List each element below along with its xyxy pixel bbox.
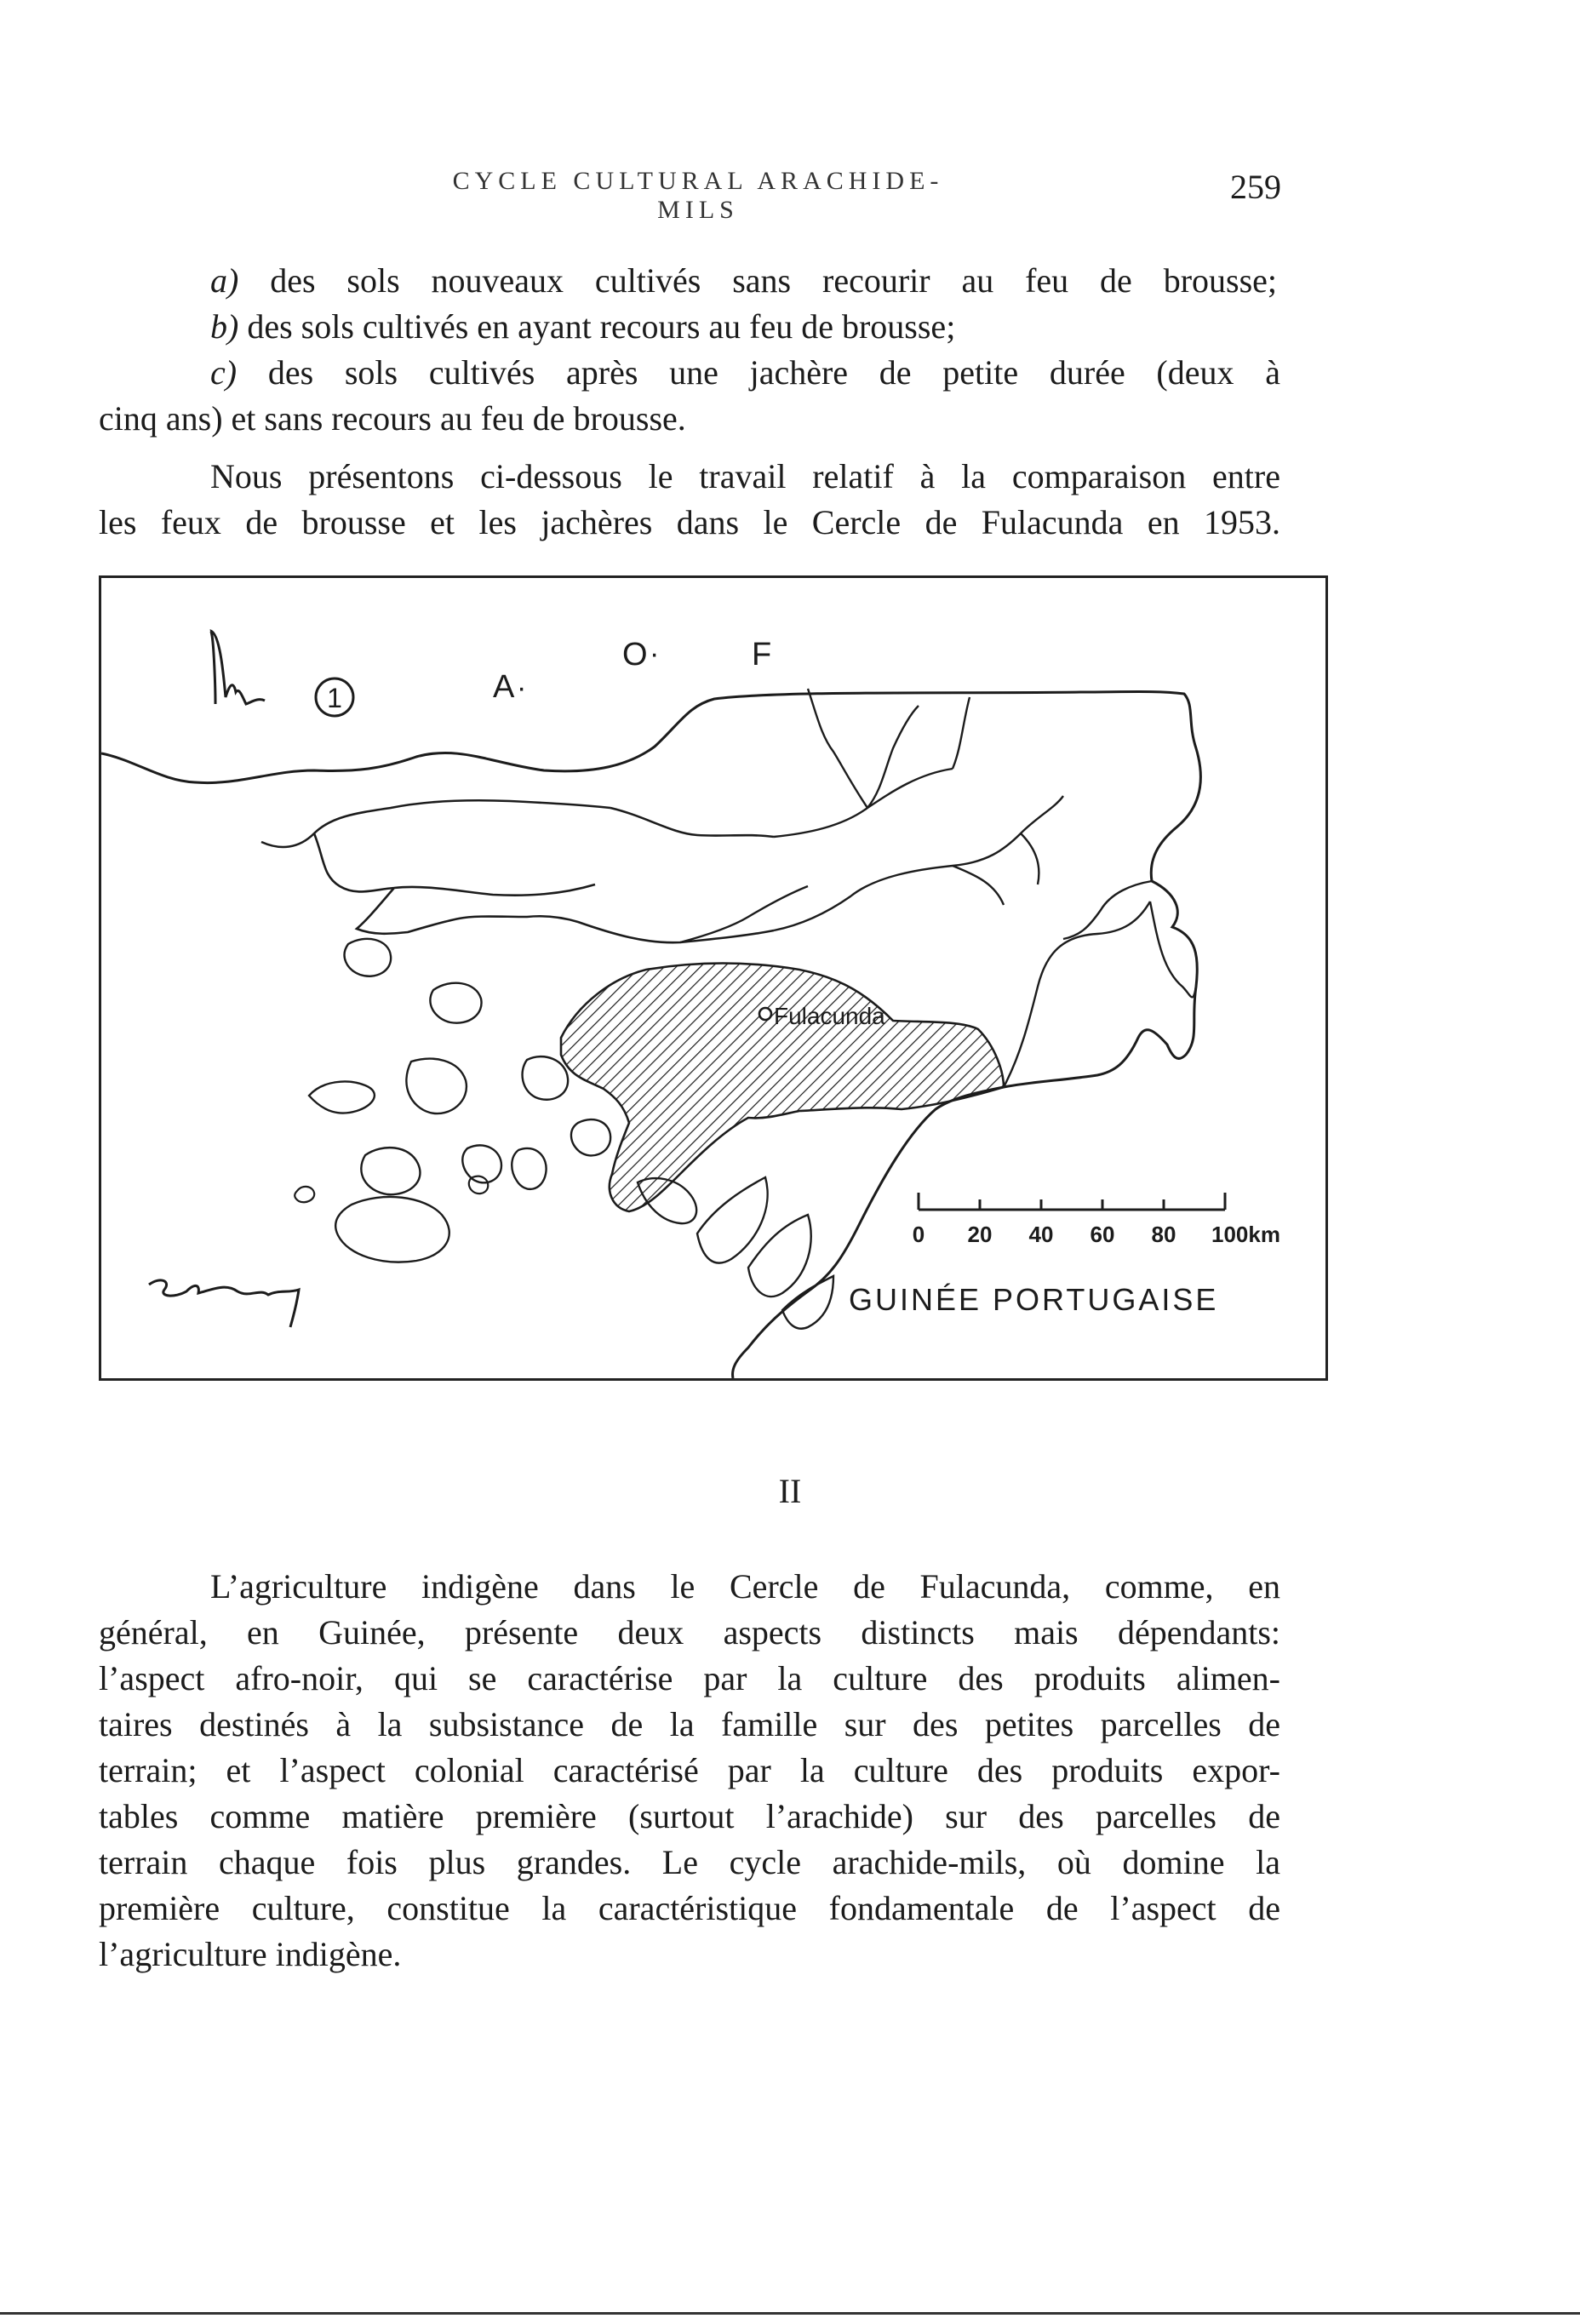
main-line-5: terrain; et l’aspect colonial caractérisé par la culture des produits expor-: [99, 1751, 1280, 1789]
scale-tick-80: 80: [1151, 1222, 1176, 1247]
main-line-2: général, en Guinée, présente deux aspects distincts mais dépendants:: [99, 1613, 1280, 1651]
map-figure: [99, 575, 1328, 1381]
southern-border-line: [733, 1087, 1004, 1378]
island-1: [309, 1082, 375, 1113]
island-12: [571, 1119, 610, 1155]
list-item-c: [210, 351, 1280, 395]
country-label: GUINÉE PORTUGAISE: [849, 1282, 1219, 1317]
main-line-4: taires destinés à la subsistance de la famille sur des petites parcelles de: [99, 1705, 1280, 1743]
map-label-a: A: [493, 669, 515, 705]
intro-line-1: Nous présentons ci-dessous le travail relatif à la comparaison entre: [210, 457, 1280, 495]
river-6: [808, 689, 919, 808]
list-marker-c: c): [210, 353, 238, 392]
list-continuation: cinq ans) et sans recours au feu de brousse.: [99, 399, 686, 438]
main-line-7: terrain chaque fois plus grandes. Le cycle arachide-mils, où domine la: [99, 1843, 1280, 1881]
running-title: CYCLE CULTURAL ARACHIDE-MILS: [452, 167, 944, 224]
river-3: [774, 796, 1063, 930]
fulacunda-label: Fulacunda: [774, 1003, 885, 1029]
list-text-a: des sols nouveaux cultivés sans recourir au feu de brousse;: [270, 261, 1278, 300]
cartographer-signature-icon: [149, 1280, 299, 1327]
scale-tick-100km: 100km: [1211, 1222, 1280, 1247]
river-8: [1150, 902, 1196, 997]
island-6: [512, 1148, 546, 1189]
scale-bar: [919, 1193, 1225, 1210]
peninsula-4: [782, 1276, 833, 1329]
map-label-dot-1: ·: [517, 672, 527, 704]
river-4: [953, 833, 1039, 905]
island-9: [345, 939, 392, 976]
river-9: [1063, 881, 1152, 939]
section-numeral: II: [778, 1472, 802, 1510]
list-item-b: [210, 305, 955, 349]
peninsula-3: [748, 1215, 811, 1297]
island-11: [469, 1176, 488, 1193]
fulacunda-town-marker: [759, 1008, 771, 1020]
island-7: [523, 1056, 569, 1100]
river-5: [680, 886, 808, 942]
list-marker-a: a): [210, 261, 239, 300]
main-line-8: première culture, constitue la caractéristique fondamentale de l’aspect de: [99, 1889, 1280, 1927]
figure-number: 1: [327, 683, 342, 713]
main-line-1: L’agriculture indigène dans le Cercle de Fulacunda, comme, en: [210, 1567, 1280, 1606]
map-label-dot-2: ·: [650, 638, 660, 670]
list-text-c: des sols cultivés après une jachère de petite durée (deux à: [267, 353, 1280, 392]
map-svg: [101, 578, 1325, 1378]
page-number: 259: [1230, 168, 1281, 206]
map-label-o: O: [622, 637, 648, 673]
scale-tick-40: 40: [1028, 1222, 1054, 1247]
island-2: [406, 1059, 467, 1113]
river-7: [1004, 902, 1150, 1087]
island-10: [295, 1187, 314, 1202]
list-marker-b: b): [210, 307, 239, 346]
main-line-3: l’aspect afro-noir, qui se caractérise par la culture des produits alimen-: [99, 1659, 1280, 1697]
scale-tick-0: 0: [912, 1222, 925, 1247]
list-text-b: des sols cultivés en ayant recours au feu de brousse;: [247, 307, 956, 346]
island-4: [335, 1197, 449, 1262]
cartographer-mark-icon: [210, 631, 265, 704]
map-label-f: F: [752, 637, 772, 673]
main-line-9: l’agriculture indigène.: [99, 1935, 402, 1973]
intro-line-2: les feux de brousse et les jachères dans le Cercle de Fulacunda en 1953.: [99, 503, 1280, 541]
island-8: [430, 983, 481, 1023]
bottom-rule: [0, 2312, 1580, 2315]
list-item-a: [210, 259, 1277, 303]
fulacunda-hatched-area: [561, 964, 1004, 1212]
peninsula-2: [697, 1177, 768, 1263]
scale-tick-20: 20: [967, 1222, 993, 1247]
scale-tick-60: 60: [1090, 1222, 1115, 1247]
main-line-6: tables comme matière première (surtout l’arachide) sur des parcelles de: [99, 1797, 1280, 1835]
river-2: [953, 697, 970, 769]
island-3: [361, 1148, 420, 1194]
coastline: [261, 800, 774, 942]
